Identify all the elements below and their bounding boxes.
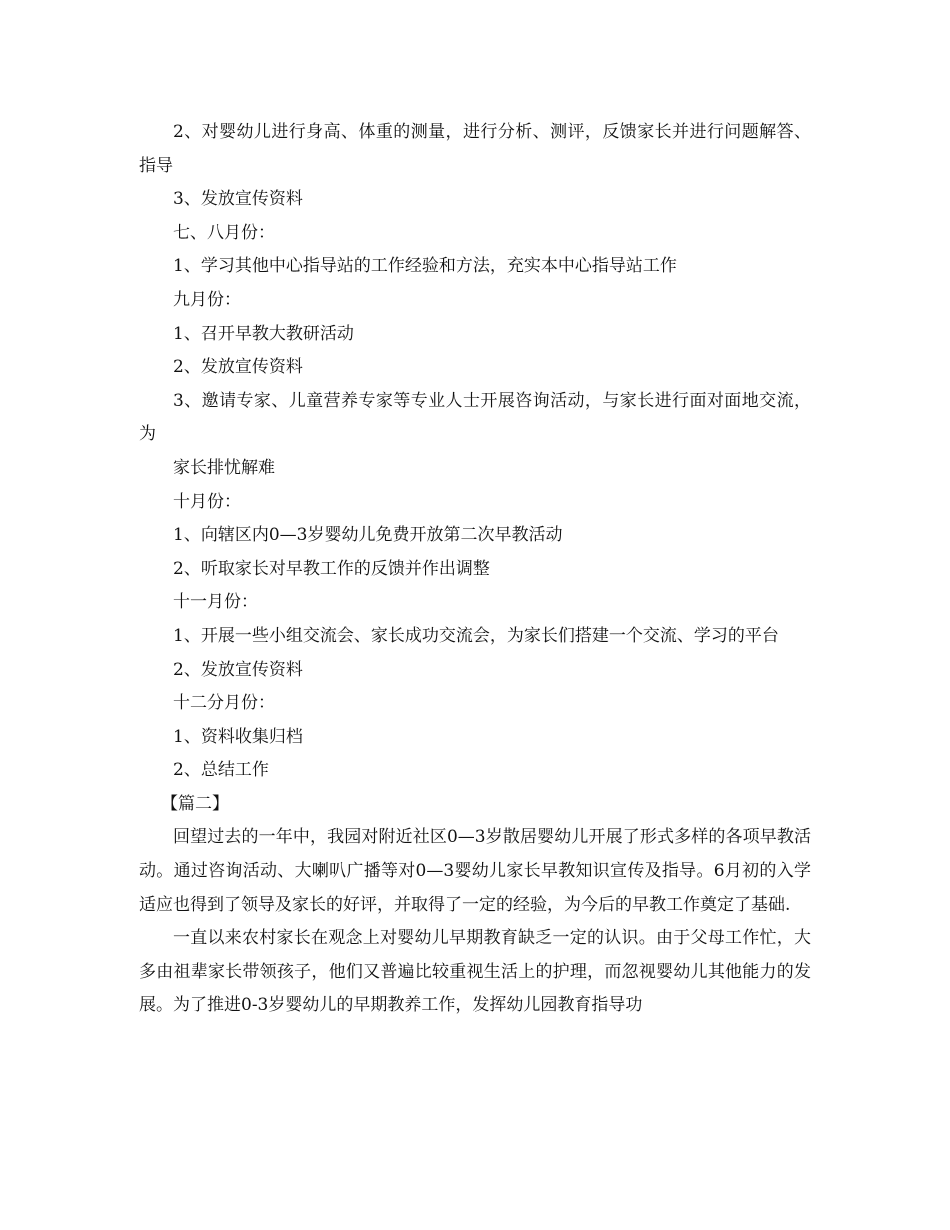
paragraph-measure-height-weight: 2、对婴幼儿进行身高、体重的测量，进行分析、测评，反馈家长并进行问题解答、指导 [139,122,811,176]
paragraph-distribute-materials-3: 2、发放宣传资料 [173,659,303,680]
paragraph-rural-parents: 一直以来农村家长在观念上对婴幼儿早期教育缺乏一定的认识。由于父母工作忙，大多由祖辈家长带领孩子，他们又普遍比较重视生活上的护理，而忽视婴幼儿其他能力的发展。为了推进0-3岁婴幼儿的早期教养工作，发挥幼儿园教育指导功 [139,928,811,1016]
paragraph-free-early-education: 1、向辖区内0—3岁婴幼儿免费开放第二次早教活动 [173,525,563,546]
paragraph-distribute-materials-1: 3、发放宣传资料 [173,189,303,210]
paragraph-distribute-materials-2: 2、发放宣传资料 [173,357,303,378]
paragraph-summarize-work: 2、总结工作 [173,760,269,781]
paragraph-parent-feedback: 2、听取家长对早教工作的反馈并作出调整 [173,558,490,579]
paragraph-year-review: 回望过去的一年中，我园对附近社区0—3岁散居婴幼儿开展了形式多样的各项早教活动。通过咨询活动、大喇叭广播等对0—3婴幼儿家长早教知识宣传及指导。6月初的入学适应也得到了领导及家长的好评，并取得了一定的经验，为今后的早教工作奠定了基础. [139,827,811,915]
heading-september: 九月份： [173,289,241,310]
heading-november: 十一月份： [173,592,258,613]
heading-july-august: 七、八月份： [173,222,275,243]
paragraph-teaching-research: 1、召开早教大教研活动 [173,323,354,344]
paragraph-solve-parent-problems: 家长排忧解难 [173,457,275,478]
heading-october: 十月份： [173,491,241,512]
paragraph-archive-materials: 1、资料收集归档 [173,726,303,747]
document-body [139,116,811,1023]
section-heading-part-two: 【篇二】 [161,793,229,814]
paragraph-group-exchange: 1、开展一些小组交流会、家长成功交流会，为家长们搭建一个交流、学习的平台 [173,625,779,646]
paragraph-learn-other-stations: 1、学习其他中心指导站的工作经验和方法，充实本中心指导站工作 [173,256,677,277]
paragraph-invite-experts: 3、邀请专家、儿童营养专家等专业人士开展咨询活动，与家长进行面对面地交流，为 [139,390,811,445]
heading-december: 十二分月份： [173,693,275,714]
